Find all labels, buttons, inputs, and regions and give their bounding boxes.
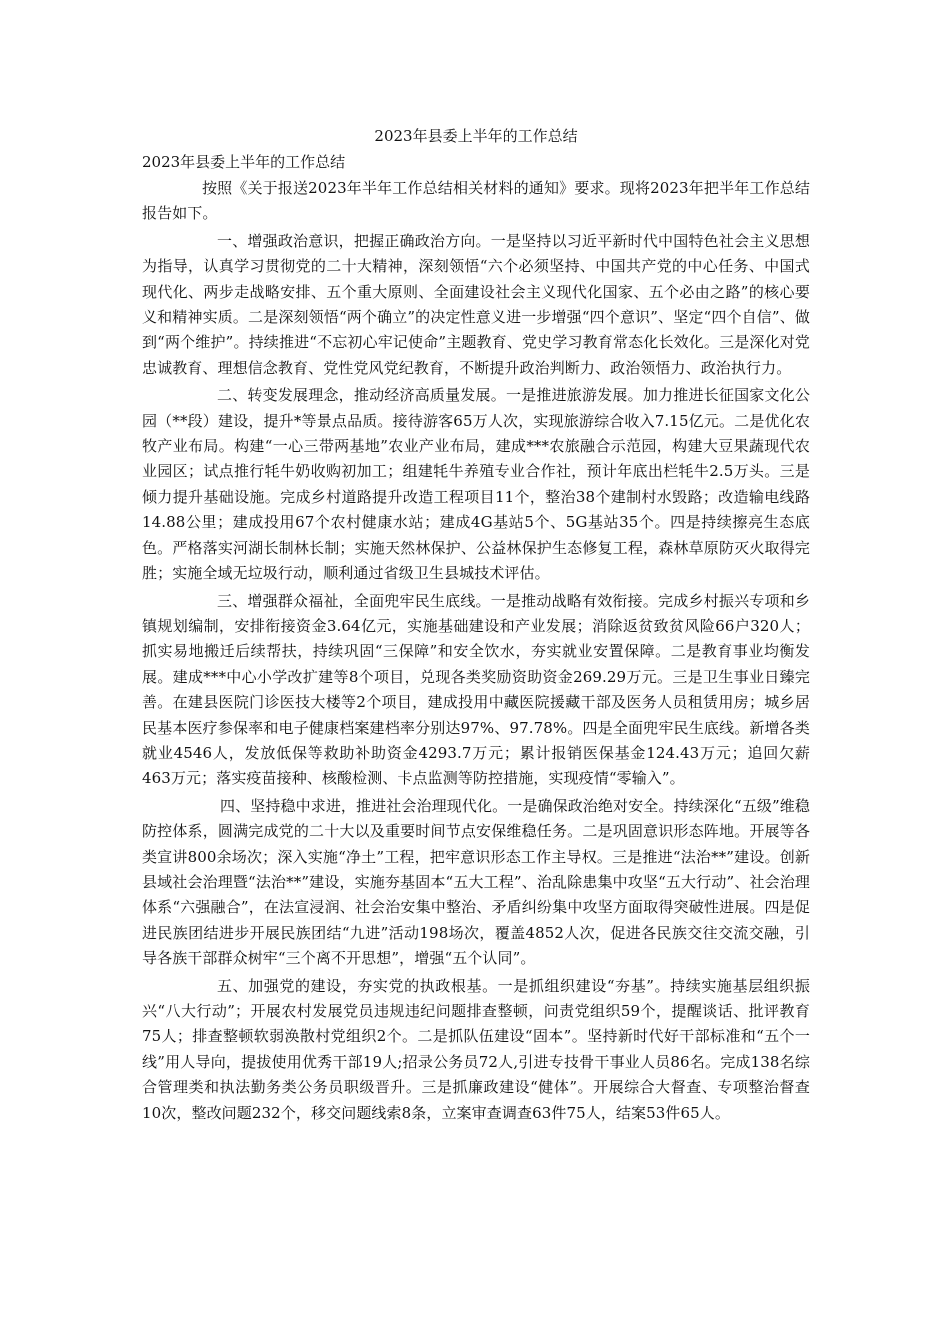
document-subtitle: 2023年县委上半年的工作总结 — [142, 153, 346, 171]
document-page — [142, 126, 810, 1128]
intro-paragraph: 按照《关于报送2023年半年工作总结相关材料的通知》要求。现将2023年把半年工作总结报告如下。 — [142, 179, 810, 223]
section-4-paragraph: 四、坚持稳中求进，推进社会治理现代化。一是确保政治绝对安全。持续深化“五级”维稳防控体系，圆满完成党的二十大以及重要时间节点安保维稳任务。二是巩固意识形态阵地。开展等各类宣讲800余场次；深入实施“净土”工程，把牢意识形态工作主导权。三是推进“法治**”建设。创新县域社会治理暨“法治**”建设，实施夯基固本“五大工程”、治乱除患集中攻坚“五大行动”、社会治理体系“六强融合”，在法宣浸润、社会治安集中整治、矛盾纠纷集中攻坚方面取得突破性进展。四是促进民族团结进步开展民族团结“九进”活动198场次，覆盖4852人次，促进各民族交往交流交融，引导各族干部群众树牢“三个离不开思想”，增强“五个认同”。 — [142, 796, 810, 968]
section-3-paragraph: 三、增强群众福祉，全面兜牢民生底线。一是推动战略有效衔接。完成乡村振兴专项和乡镇规划编制，安排衔接资金3.64亿元，实施基础建设和产业发展；消除返贫致贫风险66户320人；抓实易地搬迁后续帮扶，持续巩固“三保障”和安全饮水，夯实就业安置保障。二是教育事业均衡发展。建成***中心小学改扩建等8个项目，兑现各类奖励资助资金269.29万元。三是卫生事业日臻完善。在建县医院门诊医技大楼等2个项目，建成投用中藏医院援藏干部及医务人员租赁用房；城乡居民基本医疗参保率和电子健康档案建档率分别达97%、97.78%。四是全面兜牢民生底线。新增各类就业4546人，发放低保等救助补助资金4293.7万元；累计报销医保基金124.43万元；追回欠薪463万元；落实疫苗接种、核酸检测、卡点监测等防控措施，实现疫情“零输入”。 — [142, 591, 810, 788]
section-5-paragraph: 五、加强党的建设，夯实党的执政根基。一是抓组织建设“夯基”。持续实施基层组织振兴“八大行动”；开展农村发展党员违规违纪问题排查整顿，问责党组织59个，提醒谈话、批评教育75人；排查整顿软弱涣散村党组织2个。二是抓队伍建设“固本”。坚持新时代好干部标准和“五个一线”用人导向，提拔使用优秀干部19人;招录公务员72人,引进专技骨干事业人员86名。完成138名综合管理类和执法勤务类公务员职级晋升。三是抓廉政建设“健体”。开展综合大督查、专项整治督查10次，整改问题232个，移交问题线索8条，立案审查调查63件75人，结案53件65人。 — [142, 976, 810, 1122]
section-2-paragraph: 二、转变发展理念，推动经济高质量发展。一是推进旅游发展。加力推进长征国家文化公园（**段）建设，提升*等景点品质。接待游客65万人次，实现旅游综合收入7.15亿元。二是优化农牧产业布局。构建“一心三带两基地”农业产业布局，建成***农旅融合示范园，构建大豆果蔬现代农业园区；试点推行牦牛奶收购初加工；组建牦牛养殖专业合作社，预计年底出栏牦牛2.5万头。三是倾力提升基础设施。完成乡村道路提升改造工程项目11个，整治38个建制村水毁路；改造输电线路14.88公里；建成投用67个农村健康水站；建成4G基站5个、5G基站35个。四是持续擦亮生态底色。严格落实河湖长制林长制；实施天然林保护、公益林保护生态修复工程，森林草原防灭火取得完胜；实施全域无垃圾行动，顺利通过省级卫生县城技术评估。 — [142, 386, 810, 583]
section-1-paragraph: 一、增强政治意识，把握正确政治方向。一是坚持以习近平新时代中国特色社会主义思想为指导，认真学习贯彻党的二十大精神，深刻领悟“六个必须坚持、中国共产党的中心任务、中国式现代化、两步走战略安排、五个重大原则、全面建设社会主义现代化国家、五个必由之路”的核心要义和精神实质。二是深刻领悟“两个确立”的决定性意义进一步增强“四个意识”、坚定“四个自信”、做到“两个维护”。持续推进“不忘初心牢记使命”主题教育、党史学习教育常态化长效化。三是深化对党忠诚教育、理想信念教育、党性党风党纪教育，不断提升政治判断力、政治领悟力、政治执行力。 — [142, 231, 810, 377]
document-title: 2023年县委上半年的工作总结 — [374, 127, 578, 145]
